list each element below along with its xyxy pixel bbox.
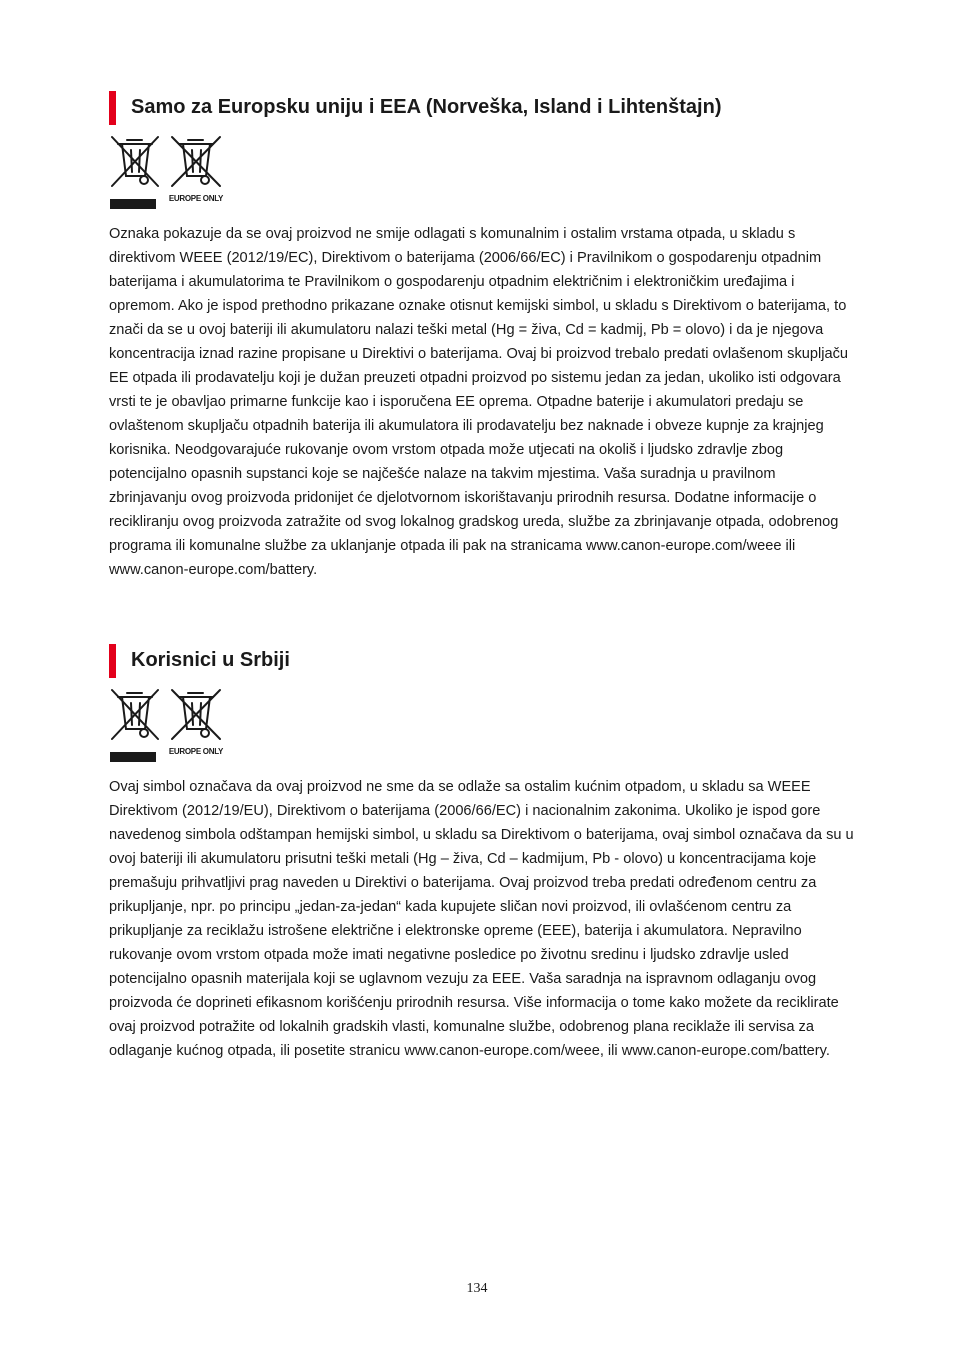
section-paragraph: Oznaka pokazuje da se ovaj proizvod ne smije odlagati s komunalnim i ostalim vrstama otpada, u skladu s direktivom WEEE (2012/19/EC), Direktivom o baterijama (2006/66/EC) i Pravilnikom o gospodarenju otpadnim baterijama i akumulatorima te Pravilnikom o gospodarenju otpadnim električnim i elektroničkim uređajima i opremom. Ako je ispod prethodno prikazane oznake otisnut kemijski simbol, u skladu s Direktivom o baterijama, to znači da se u ovoj bateriji ili akumulatoru nalazi teški metal (Hg = živa, Cd = kadmij, Pb = olovo) i da je njegova koncentracija iznad razine propisane u Direktivi o baterijama. Ovaj bi proizvod trebalo predati ovlašenom skupljaču EE otpada ili prodavatelju koji je dužan preuzeti otpadni proizvod po sistemu jedan za jedan, ukoliko isti odgovara vrsti te je obavljao primarne funkcije kao i isporučena EE oprema. Otpadne baterije i akumulatori predaju se ovlaštenom skupljaču otpadnih baterija ili akumulatora ili prodavatelju bez naknade i obveze kupnje za krajnjeg korisnika. Neodgovarajuće rukovanje ovom vrstom otpada može utjecati na okoliš i ljudsko zdravlje zbog potencijalno opasnih supstanci koje se najčešće nalaze na takvim mjestima. Vaša suradnja u pravilnom zbrinjavanju ovog proizvoda pridonijet će djelotvornom iskorištavanju prirodnih resursa. Dodatne informacije o recikliranju ovog proizvoda zatražite od svog lokalnog gradskog ureda, službe za zbrinjavanje otpada, odobrenog programa ili komunalne službe za uklanjanje otpada ili pak na stranicama www.canon-europe.com/weee ili www.canon-europe.com/battery. [109, 226, 848, 578]
page-number: 134 [466, 1281, 488, 1296]
weee-symbols [109, 134, 855, 212]
heading-accent-bar [109, 644, 116, 678]
section-title: Korisnici u Srbiji [131, 649, 290, 671]
section-paragraph: Ovaj simbol označava da ovaj proizvod ne sme da se odlaže sa ostalim kućnim otpadom, u skladu sa WEEE Direktivom (2012/19/EU), Direktivom o baterijama (2006/66/EC) i nacionalnim zakonima. Ukoliko je ispod gore navedenog simbola odštampan hemijski simbol, u skladu sa Direktivom o baterijama, ovaj simbol označava da su u ovoj bateriji ili akumulatoru prisutni teški metali (Hg – živa, Cd – kadmijum, Pb - olovo) u koncentracijama koje premašuju prihvatljivi prag naveden u Direktivi o baterijama. Ovaj proizvod treba predati određenom centru za prikupljanje, npr. po principu „jedan-za-jedan“ kada kupujete sličan novi proizvod, ili ovlašćenom centru za prikupljanje za reciklažu istrošene električne i elektronske opreme (EEE), baterija i akumulatora. Nepravilno rukovanje ovom vrstom otpada može imati negativne posledice po životnu sredinu i ljudsko zdravlje usled potencijalno opasnih materijala koji se uglavnom vezuju za EEE. Vaša saradnja na ispravnom odlaganju ovog proizvoda će doprineti efikasnom korišćenju prirodnih resursa. Više informacija o tome kako možete da reciklirate ovaj proizvod potražite od lokalnih gradskih vlasti, komunalne službe, odobrenog plana reciklaže ili servisa za odlaganje kućnog otpada, ili posetite stranicu www.canon-europe.com/weee, ili www.canon-europe.com/battery. [109, 779, 854, 1059]
crossed-out-wheeled-bin-icon [166, 134, 226, 212]
crossed-out-wheeled-bin-icon [109, 134, 161, 212]
europe-only-label: EUROPE ONLY [168, 747, 224, 756]
section-heading [109, 644, 855, 678]
section-title: Samo za Europsku uniju i EEA (Norveška, Island i Lihtenštajn) [131, 96, 722, 118]
crossed-out-wheeled-bin-icon [109, 687, 161, 765]
weee-symbols [109, 687, 855, 765]
heading-accent-bar [109, 91, 116, 125]
section-heading [109, 91, 855, 125]
europe-only-label: EUROPE ONLY [168, 194, 224, 203]
section-serbia [109, 644, 855, 1063]
section-eu-eea [109, 91, 855, 582]
crossed-out-wheeled-bin-icon [166, 687, 226, 765]
